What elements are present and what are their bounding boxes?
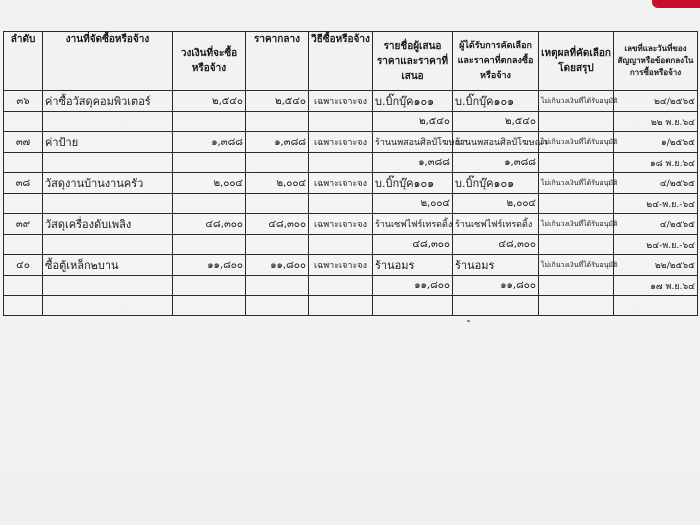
table-row-detail bbox=[4, 235, 698, 255]
row-method: เฉพาะเจาะจง bbox=[309, 173, 373, 194]
table-row bbox=[4, 132, 698, 153]
row-budget: ๑,๓๘๘ bbox=[173, 132, 246, 153]
header-bidders: รายชื่อผู้เสนอราคาและราคาที่เสนอ bbox=[373, 32, 453, 91]
row-median: ๑,๓๘๘ bbox=[246, 132, 309, 153]
row-budget: ๔๘,๓๐๐ bbox=[173, 214, 246, 235]
row-item: วัสดุเครื่องดับเพลิง bbox=[43, 214, 173, 235]
row-contract-no: ๔/๒๕๖๕ bbox=[614, 173, 698, 194]
row-bidder: ร้านนพสอนศิลป์โฆษณา bbox=[373, 132, 453, 153]
row-budget: ๑๑,๘๐๐ bbox=[173, 255, 246, 276]
header-seq: ลำดับ bbox=[4, 32, 43, 91]
row-winner: ร้านอมร bbox=[453, 255, 539, 276]
row-contract-date: ๑๗ พ.ย.๖๔ bbox=[614, 276, 698, 296]
row-item: ซื้อตู้เหล็ก๒บาน bbox=[43, 255, 173, 276]
row-bidder: บ.บิ๊กบุ๊ค๑๐๑ bbox=[373, 173, 453, 194]
header-selected: ผู้ได้รับการคัดเลือกและราคาที่ตกลงซื้อหรือจ้าง bbox=[453, 32, 539, 91]
row-contract-no: ๑/๒๕๖๕ bbox=[614, 132, 698, 153]
row-bidder: ร้านเซฟไฟร์เทรดดิ้ง bbox=[373, 214, 453, 235]
row-reason: ไม่เกินวงเงินที่ได้รับอนุมัติ bbox=[539, 91, 614, 112]
row-item: ค่าซื้อวัสดุคอมพิวเตอร์ bbox=[43, 91, 173, 112]
table-row bbox=[4, 214, 698, 235]
row-median: ๒,๕๔๐ bbox=[246, 91, 309, 112]
row-contract-date: ๒๒ พ.ย.๖๔ bbox=[614, 112, 698, 132]
row-median: ๔๘,๓๐๐ bbox=[246, 214, 309, 235]
row-reason: ไม่เกินวงเงินที่ได้รับอนุมัติ bbox=[539, 255, 614, 276]
row-win-price: ๔๘,๓๐๐ bbox=[453, 235, 539, 255]
row-win-price: ๒,๐๐๔ bbox=[453, 194, 539, 214]
row-seq: ๓๙ bbox=[4, 214, 43, 235]
row-method: เฉพาะเจาะจง bbox=[309, 214, 373, 235]
row-median: ๒,๐๐๔ bbox=[246, 173, 309, 194]
row-bid-price: ๒,๕๔๐ bbox=[373, 112, 453, 132]
row-method: เฉพาะเจาะจง bbox=[309, 132, 373, 153]
header-budget: วงเงินที่จะซื้อหรือจ้าง bbox=[173, 32, 246, 91]
table-row bbox=[4, 173, 698, 194]
row-bid-price: ๑๑,๘๐๐ bbox=[373, 276, 453, 296]
procurement-table bbox=[3, 31, 698, 316]
row-bid-price: ๒,๐๐๔ bbox=[373, 194, 453, 214]
row-budget: ๒,๕๔๐ bbox=[173, 91, 246, 112]
row-bidder: บ.บิ๊กบุ๊ค๑๐๑ bbox=[373, 91, 453, 112]
header-method: วิธีซื้อหรือจ้าง bbox=[309, 32, 373, 91]
table-row-detail bbox=[4, 153, 698, 173]
row-winner: ร้านเซฟไฟร์เทรดดิ้ง bbox=[453, 214, 539, 235]
row-contract-no: ๒๒/๒๕๖๕ bbox=[614, 255, 698, 276]
header-reason: เหตุผลที่คัดเลือกโดยสรุป bbox=[539, 32, 614, 91]
row-bid-price: ๑,๓๘๘ bbox=[373, 153, 453, 173]
row-contract-date: ๒๔-พ.ย.-๖๔ bbox=[614, 235, 698, 255]
row-reason: ไม่เกินวงเงินที่ได้รับอนุมัติ bbox=[539, 214, 614, 235]
row-budget: ๒,๐๐๔ bbox=[173, 173, 246, 194]
row-seq: ๓๘ bbox=[4, 173, 43, 194]
row-item: ค่าป้าย bbox=[43, 132, 173, 153]
row-win-price: ๑๑,๘๐๐ bbox=[453, 276, 539, 296]
row-winner: ร้านนพสอนศิลป์โฆษณา bbox=[453, 132, 539, 153]
row-method: เฉพาะเจาะจง bbox=[309, 255, 373, 276]
header-median-price: ราคากลาง bbox=[246, 32, 309, 91]
row-contract-no: ๒๔/๒๕๖๕ bbox=[614, 91, 698, 112]
row-item: วัสดุงานบ้านงานครัว bbox=[43, 173, 173, 194]
row-win-price: ๒,๕๔๐ bbox=[453, 112, 539, 132]
row-win-price: ๑,๓๘๘ bbox=[453, 153, 539, 173]
row-winner: บ.บิ๊กบุ๊ค๑๐๑ bbox=[453, 91, 539, 112]
row-contract-date: ๑๘ พ.ย.๖๔ bbox=[614, 153, 698, 173]
row-bidder: ร้านอมร bbox=[373, 255, 453, 276]
row-seq: ๓๗ bbox=[4, 132, 43, 153]
table-row bbox=[4, 91, 698, 112]
table-row-detail bbox=[4, 194, 698, 214]
header-contract: เลขที่และวันที่ของสัญญาหรือข้อตกลงในการซื้อหรือจ้าง bbox=[614, 32, 698, 91]
table-row-empty bbox=[4, 296, 698, 316]
row-median: ๑๑,๘๐๐ bbox=[246, 255, 309, 276]
row-reason: ไม่เกินวงเงินที่ได้รับอนุมัติ bbox=[539, 132, 614, 153]
table-row-detail bbox=[4, 276, 698, 296]
table-row bbox=[4, 255, 698, 276]
row-method: เฉพาะเจาะจง bbox=[309, 91, 373, 112]
paper-speck bbox=[467, 320, 470, 322]
row-bid-price: ๔๘,๓๐๐ bbox=[373, 235, 453, 255]
row-contract-no: ๔/๒๕๖๕ bbox=[614, 214, 698, 235]
row-winner: บ.บิ๊กบุ๊ค๑๐๑ bbox=[453, 173, 539, 194]
header-row bbox=[4, 32, 698, 91]
row-seq: ๓๖ bbox=[4, 91, 43, 112]
row-contract-date: ๒๔-พ.ย.-๖๔ bbox=[614, 194, 698, 214]
row-seq: ๔๐ bbox=[4, 255, 43, 276]
red-paper-mark bbox=[652, 0, 700, 8]
table-row-detail bbox=[4, 112, 698, 132]
row-reason: ไม่เกินวงเงินที่ได้รับอนุมัติ bbox=[539, 173, 614, 194]
header-item: งานที่จัดซื้อหรือจ้าง bbox=[43, 32, 173, 91]
